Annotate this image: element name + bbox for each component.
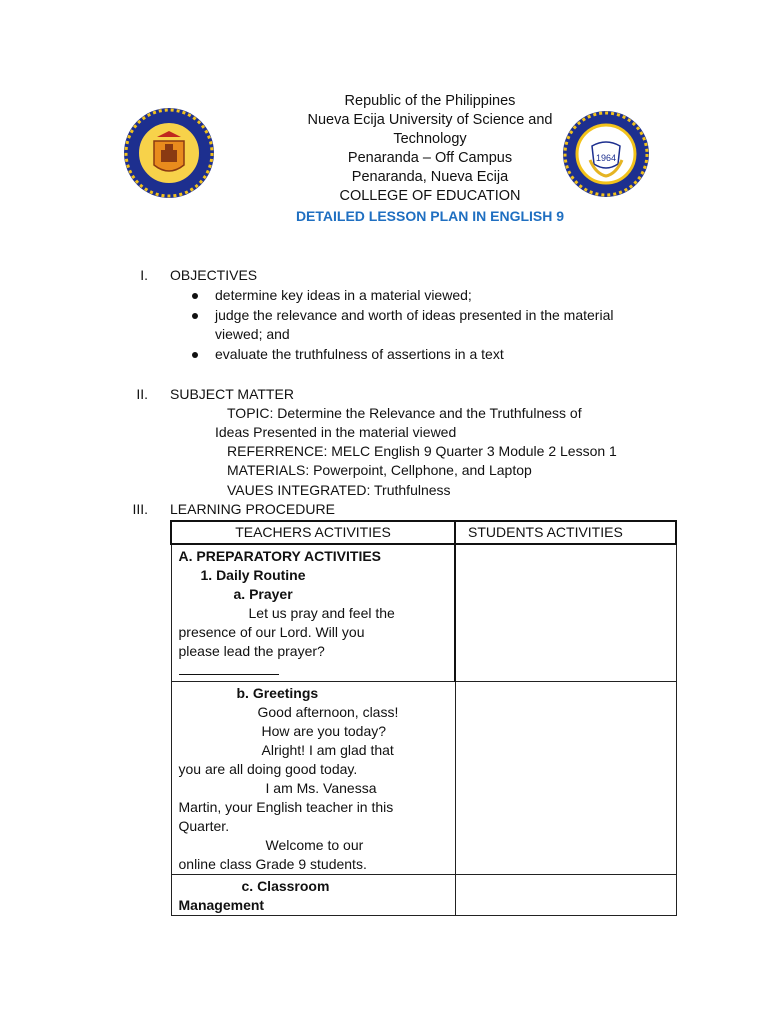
activity-text: Alright! I am glad that: [261, 742, 394, 758]
subject-topic-continuation: Ideas Presented in the material viewed: [215, 424, 457, 440]
activity-step: b. Greetings: [236, 685, 319, 701]
column-header-teacher: TEACHERS ACTIVITIES: [171, 521, 455, 544]
objective-item: judge the relevance and worth of ideas presented in the material: [215, 307, 614, 323]
activity-text: please lead the prayer?: [178, 643, 325, 659]
section-number-objectives: I.: [140, 267, 148, 283]
section-heading-objectives: OBJECTIVES: [170, 267, 258, 283]
activity-text: How are you today?: [261, 723, 387, 739]
header-line-location: Penaranda, Nueva Ecija: [351, 169, 509, 185]
bullet-icon: [192, 313, 198, 319]
document-header: [220, 92, 640, 226]
section-heading-subject-matter: SUBJECT MATTER: [170, 386, 294, 402]
section-heading-procedure: LEARNING PROCEDURE: [170, 501, 335, 517]
table-header-row: [171, 521, 676, 544]
student-activity-cell: [455, 682, 676, 875]
student-activity-cell: [455, 544, 676, 682]
column-header-student: STUDENTS ACTIVITIES: [455, 521, 676, 544]
activity-step: c. Classroom: [241, 878, 330, 894]
header-line-campus: Penaranda – Off Campus: [347, 150, 513, 166]
teacher-activity-cell: [171, 544, 455, 682]
activity-text: Let us pray and feel the: [248, 605, 395, 621]
subject-topic: TOPIC: Determine the Relevance and the Truthfulness of: [227, 405, 582, 421]
activity-step-continuation: Management: [178, 897, 265, 913]
bullet-icon: [192, 352, 198, 358]
activity-heading: A. PREPARATORY ACTIVITIES: [178, 548, 382, 564]
activity-text: you are all doing good today.: [178, 761, 358, 777]
section-number-subject-matter: II.: [136, 386, 148, 402]
subject-values: VAUES INTEGRATED: Truthfulness: [227, 482, 451, 498]
objective-item: determine key ideas in a material viewed;: [215, 287, 472, 303]
student-activity-cell: [455, 875, 676, 916]
bullet-icon: [192, 293, 198, 299]
header-line-college: COLLEGE OF EDUCATION: [339, 188, 521, 204]
svg-text:1964: 1964: [595, 153, 617, 163]
table-row: [171, 544, 676, 682]
answer-blank-line: [179, 661, 448, 680]
activity-step: a. Prayer: [233, 586, 293, 602]
activity-text: Good afternoon, class!: [257, 704, 399, 720]
subject-reference: REFERRENCE: MELC English 9 Quarter 3 Module 2 Lesson 1: [227, 443, 617, 459]
objective-item: evaluate the truthfulness of assertions in a text: [215, 346, 504, 362]
activity-text: presence of our Lord. Will you: [178, 624, 365, 640]
objective-item-continuation: viewed; and: [215, 326, 290, 342]
document-title: DETAILED LESSON PLAN IN ENGLISH 9: [295, 208, 565, 224]
subject-materials: MATERIALS: Powerpoint, Cellphone, and Laptop: [227, 462, 532, 478]
activity-subheading: 1. Daily Routine: [200, 567, 306, 583]
header-line-university: Nueva Ecija University of Science and: [307, 112, 553, 128]
activity-text: Welcome to our: [265, 837, 364, 853]
neust-seal-logo: [123, 107, 215, 199]
activity-text: I am Ms. Vanessa: [265, 780, 377, 796]
table-row: [171, 682, 676, 875]
table-row: [171, 875, 676, 916]
activity-text: Martin, your English teacher in this: [178, 799, 394, 815]
section-number-procedure: III.: [132, 501, 148, 517]
activity-text: online class Grade 9 students.: [178, 856, 367, 872]
activity-text: Quarter.: [178, 818, 230, 834]
header-line-technology: Technology: [393, 131, 467, 147]
header-line-republic: Republic of the Philippines: [344, 93, 516, 109]
learning-procedure-table: [170, 520, 677, 916]
teacher-activity-cell: [171, 682, 455, 875]
teacher-activity-cell: [171, 875, 455, 916]
